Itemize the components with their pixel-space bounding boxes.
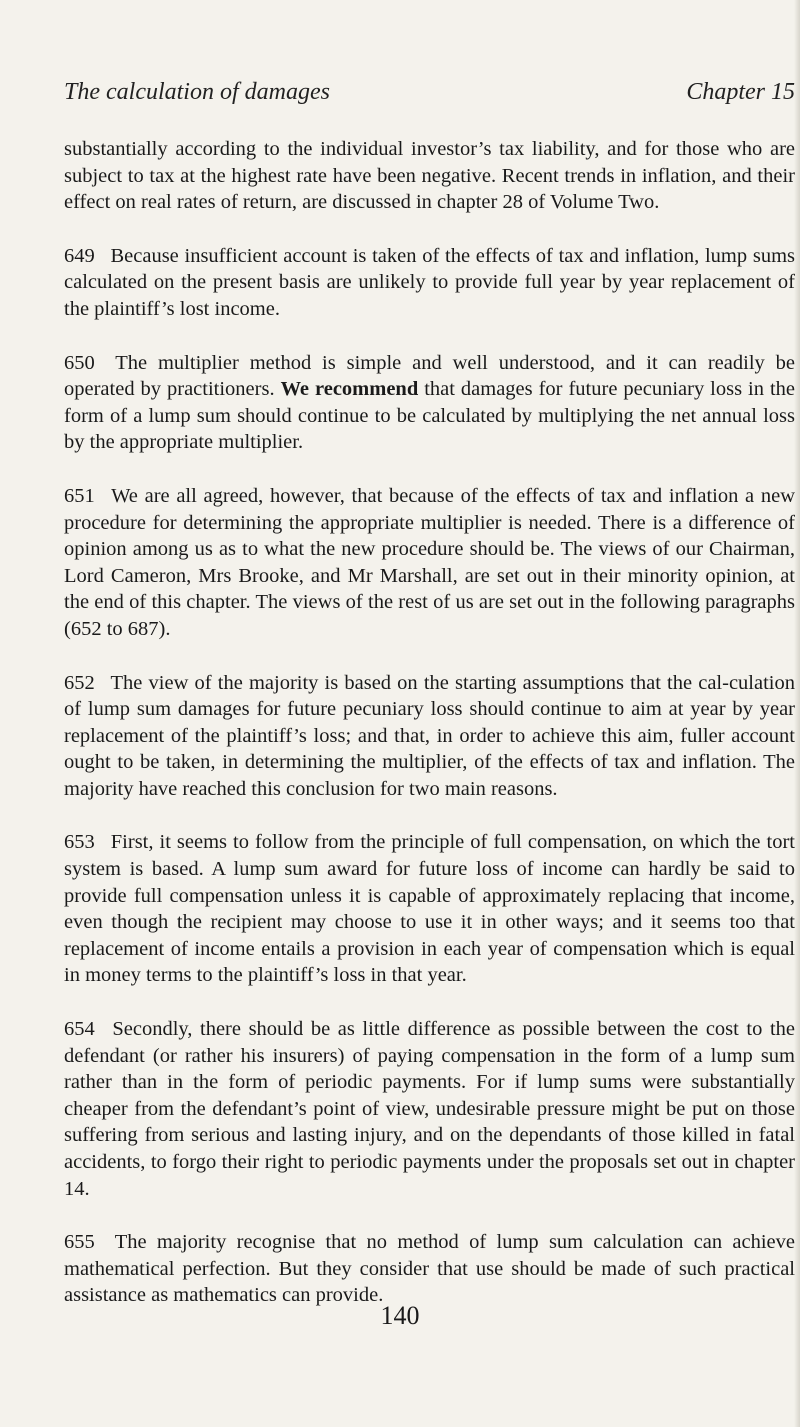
paragraph-number: 654	[64, 1018, 95, 1041]
body-text	[64, 136, 795, 1336]
paragraph-text: Because insufficient account is taken of the effects of tax and inflation, lump sums calculated on the present basis are unlikely to provide full year by year replacement of the plaintiff’s lost income.	[64, 244, 795, 320]
paragraph-continued	[64, 136, 795, 216]
chapter-label: Chapter 15	[686, 79, 795, 105]
paragraph-text: First, it seems to follow from the principle of full compensation, on which the tort system is based. A lump sum award for future loss of income can hardly be said to provide full compensation unless it is capable of approximately replacing that income, even though the recipient may choose to use it in other ways; and it seems too that replacement of income entails a provision in each year of compensation which is equal in money terms to the plaintiff’s loss in that year.	[64, 831, 796, 987]
paragraph-number: 651	[64, 484, 95, 507]
page-number: 140	[380, 1301, 420, 1330]
recommendation-emphasis: We recommend	[280, 378, 419, 401]
paragraph-number: 655	[64, 1231, 95, 1254]
paragraph-text: We are all agreed, however, that because of the effects of tax and inflation a new procedure for determining the appropriate multiplier is needed. There is a difference of opinion among us as to what the new procedure should be. The views of our Chairman, Lord Cameron, Mrs Brooke, and Mr Marshall, are set out in their minority opinion, at the end of this chapter. The views of the rest of us are set out in the following paragraphs (652 to 687).	[64, 484, 795, 640]
running-title: The calculation of damages	[64, 79, 330, 105]
paragraph-text: substantially according to the individual investor’s tax liability, and for those who are subject to tax at the highest rate have been negative. Recent trends in inflation, and their effect on real rates of return, are discussed in chapter 28 of Volume Two.	[64, 138, 795, 214]
paragraph-number: 653	[64, 831, 95, 854]
paragraph-649	[64, 243, 795, 323]
paragraph-text: The view of the majority is based on the starting assumptions that the cal-culation of lump sum damages for future pecuniary loss should continue to aim at year by year replacement of the plaintiff’s loss; and that, in order to achieve this aim, fuller account ought to be taken, in determining the multiplier, of the effects of tax and inflation. The majority have reached this conclusion for two main reasons.	[64, 671, 795, 800]
paragraph-text: that damages for future pecuniary loss in the form of a lump sum should continue to be calculated by multiplying the net annual loss by the appropriate multiplier.	[64, 378, 795, 454]
paragraph-650	[64, 350, 795, 456]
running-header	[64, 72, 795, 112]
paragraph-text: Secondly, there should be as little difference as possible between the cost to the defendant (or rather his insurers) of paying compensation in the form of a lump sum rather than in the form of periodic payments. For if lump sums were substantially cheaper from the defendant’s point of view, undesirable pressure might be put on those suffering from serious and lasting injury, and on the dependants of those killed in fatal accidents, to forgo their right to periodic payments under the proposals set out in chapter 14.	[64, 1018, 796, 1200]
paragraph-651	[64, 483, 795, 643]
paragraph-654	[64, 1016, 795, 1202]
paragraph-653	[64, 829, 795, 989]
paragraph-number: 649	[64, 244, 95, 267]
paragraph-text: The majority recognise that no method of lump sum calculation can achieve mathematical perfection. But they consider that use should be made of such practical assistance as mathematics can provide.	[64, 1231, 795, 1307]
paragraph-number: 652	[64, 671, 95, 694]
paragraph-655	[64, 1229, 795, 1309]
paragraph-text: The multiplier method is simple and well understood, and it can readily be operated by practitioners.	[64, 351, 795, 401]
paragraph-number: 650	[64, 351, 95, 374]
paragraph-652	[64, 670, 795, 803]
